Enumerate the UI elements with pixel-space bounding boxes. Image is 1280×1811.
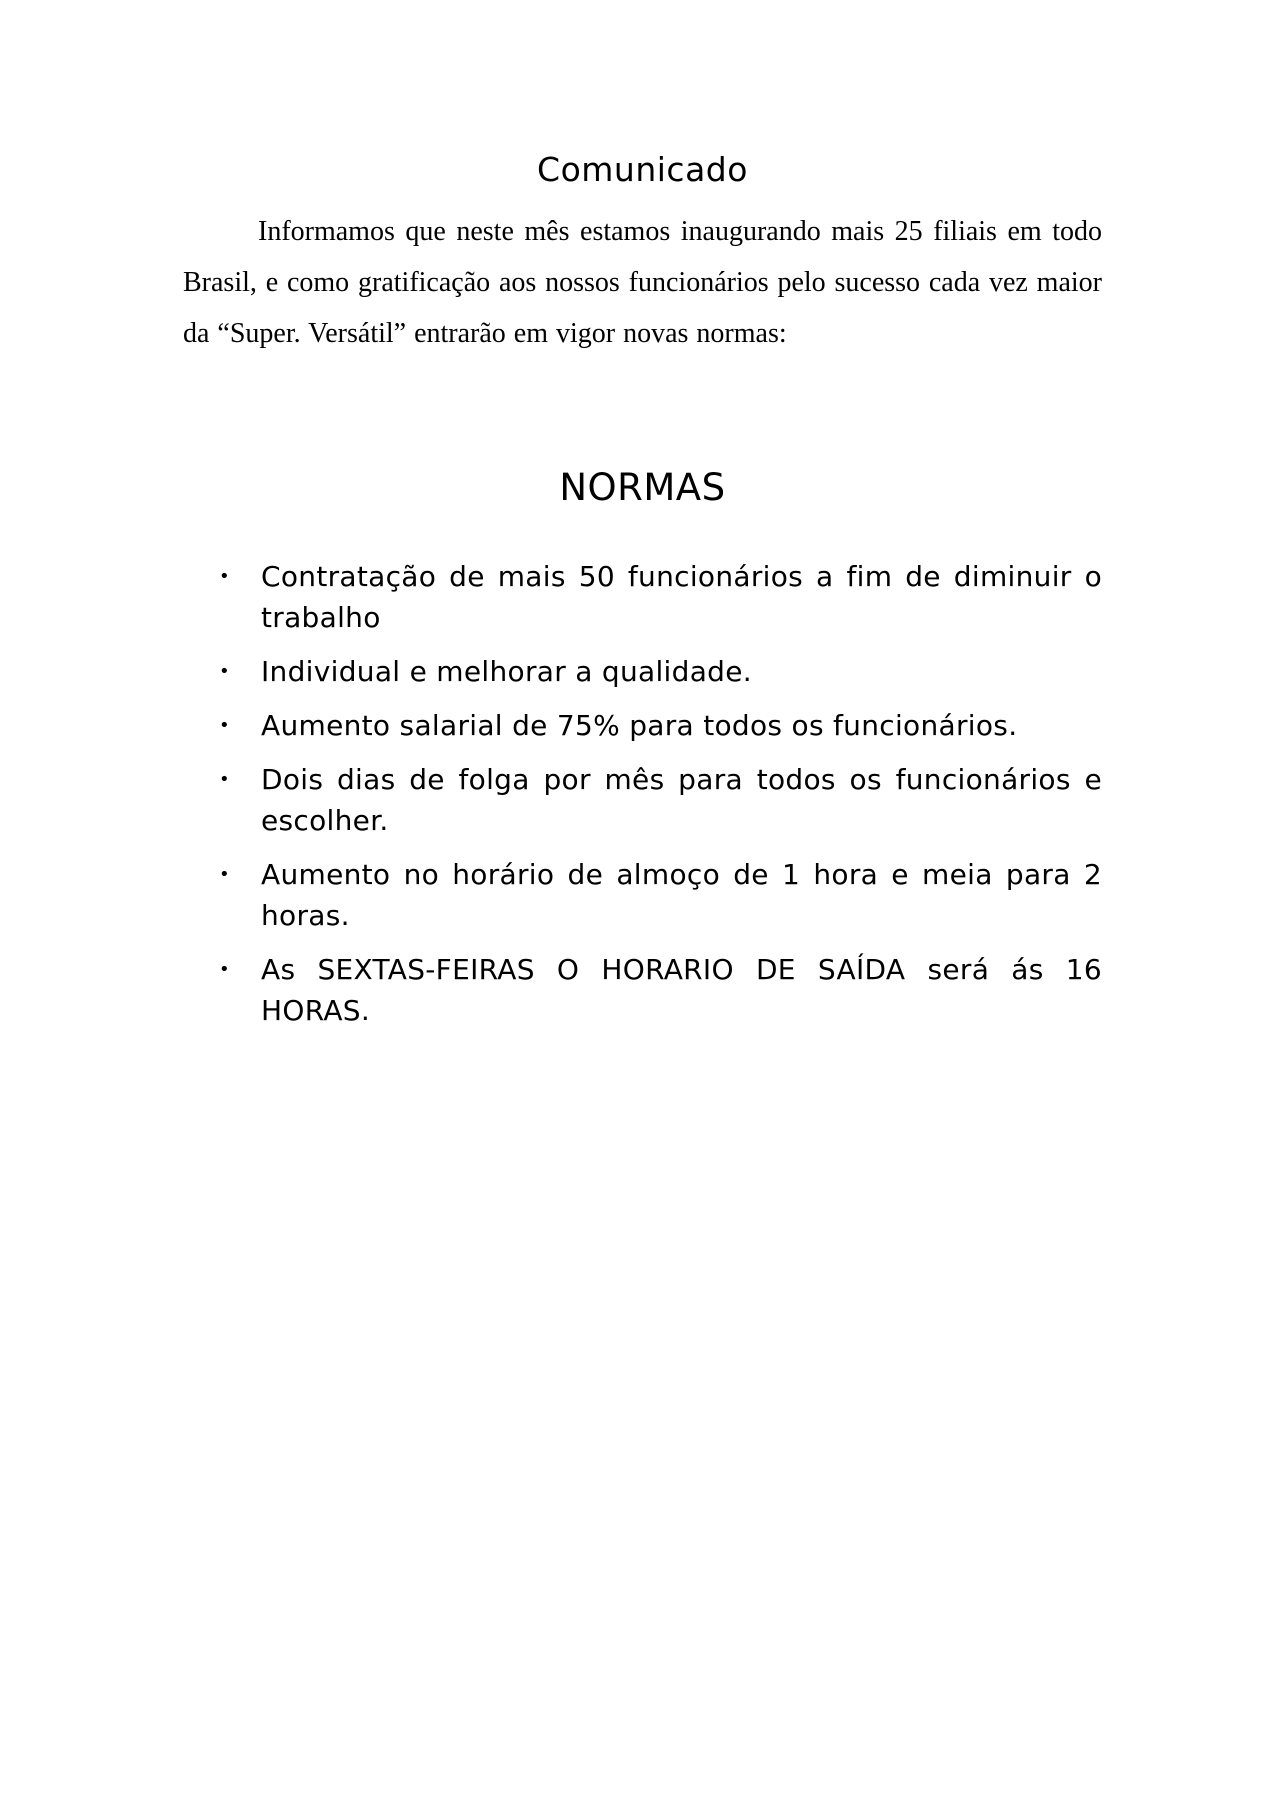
list-item-text: Contratação de mais 50 funcionários a fim de diminuir o trabalho [261, 560, 1102, 634]
document-body [183, 140, 1102, 1044]
list-item-text: Individual e melhorar a qualidade. [261, 655, 752, 688]
bullet-icon: • [219, 566, 230, 587]
bullet-icon: • [219, 715, 230, 736]
list-item [183, 651, 1102, 692]
list-item-text: Aumento no horário de almoço de 1 hora e meia para 2 horas. [261, 858, 1102, 932]
list-item-text: As SEXTAS-FEIRAS O HORARIO DE SAÍDA será ás 16 HORAS. [261, 953, 1102, 1027]
list-item [183, 949, 1102, 1031]
list-item [183, 556, 1102, 638]
intro-paragraph: Informamos que neste mês estamos inaugurando mais 25 filiais em todo Brasil, e como gratificação aos nossos funcionários pelo sucesso cada vez maior da “Super. Versátil” entrarão em vigor novas normas: [183, 216, 1102, 349]
norms-list [183, 556, 1102, 1031]
document-title: Comunicado [537, 150, 748, 189]
list-item [183, 705, 1102, 746]
bullet-icon: • [219, 864, 230, 885]
list-item [183, 759, 1102, 841]
bullet-icon: • [219, 959, 230, 980]
bullet-icon: • [219, 661, 230, 682]
list-item-text: Aumento salarial de 75% para todos os funcionários. [261, 709, 1018, 742]
list-item [183, 854, 1102, 936]
list-item-text: Dois dias de folga por mês para todos os funcionários e escolher. [261, 763, 1102, 837]
section-title: NORMAS [559, 466, 726, 509]
bullet-icon: • [219, 769, 230, 790]
